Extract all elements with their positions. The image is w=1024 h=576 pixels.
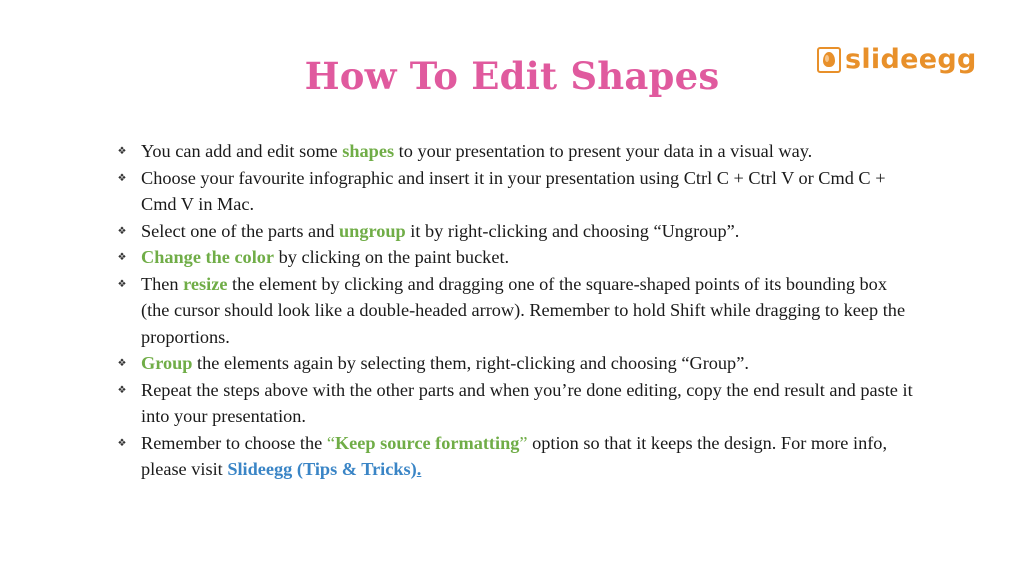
diamond-bullet-icon: ❖: [117, 384, 127, 396]
link-period: .: [416, 459, 422, 479]
bullet-list: [116, 138, 916, 483]
bullet-text: You can add and edit some: [141, 141, 343, 161]
diamond-bullet-icon: ❖: [117, 225, 127, 237]
diamond-bullet-icon: ❖: [117, 172, 127, 184]
bullet-text: by clicking on the paint bucket.: [274, 247, 510, 267]
highlight-term: Keep source formatting: [334, 432, 520, 453]
bullet-text: Choose your favourite infographic and insert it in your presentation using Ctrl C + Ctrl V or Cmd C + Cmd V in Mac.: [141, 167, 886, 214]
highlight-term: ungroup: [338, 220, 406, 241]
bullet-text: it by right-clicking and choosing “Ungroup”.: [405, 220, 740, 241]
diamond-bullet-icon: ❖: [117, 437, 127, 449]
slideegg-logo: [817, 46, 977, 73]
quote-open: “: [326, 432, 335, 453]
bullet-text: to your presentation to present your data in a visual way.: [394, 141, 813, 161]
bullet-text: the elements again by selecting them, right-clicking and choosing “Group”.: [192, 353, 749, 373]
bullet-text: Then: [141, 273, 184, 294]
bullet-text: Remember to choose the: [141, 432, 327, 453]
list-item: [116, 244, 916, 271]
highlight-term: Change the color: [141, 247, 275, 267]
highlight-term: resize: [183, 273, 228, 294]
diamond-bullet-icon: ❖: [117, 252, 127, 263]
bullet-text: Repeat the steps above with the other parts and when you’re done editing, copy the end result and paste it into your presentation.: [141, 379, 913, 426]
diamond-bullet-icon: ❖: [117, 278, 127, 290]
list-item: [116, 350, 916, 377]
list-item: [116, 430, 916, 483]
list-item: [116, 138, 916, 165]
list-item: [116, 271, 916, 351]
tips-tricks-link[interactable]: Slideegg (Tips & Tricks): [227, 459, 417, 479]
bullet-text: the element by clicking and dragging one of the square-shaped points of its bounding box (the cursor should look like a double-headed arrow). Remember to hold Shift while dragging to keep the proportions.: [141, 273, 906, 347]
egg-icon: [817, 47, 841, 73]
highlight-term: Group: [141, 353, 193, 373]
list-item: [116, 165, 916, 218]
slide-title: How To Edit Shapes: [304, 54, 720, 98]
list-item: [116, 377, 916, 430]
list-item: [116, 218, 916, 245]
bullet-text: option so that it keeps the design. For more info, please visit: [141, 432, 888, 479]
highlight-term: shapes: [342, 141, 395, 161]
quote-close: ”: [519, 432, 528, 453]
diamond-bullet-icon: ❖: [117, 358, 127, 369]
bullet-text: Select one of the parts and: [141, 220, 339, 241]
logo-text: slideegg: [845, 44, 977, 75]
diamond-bullet-icon: ❖: [117, 146, 127, 157]
